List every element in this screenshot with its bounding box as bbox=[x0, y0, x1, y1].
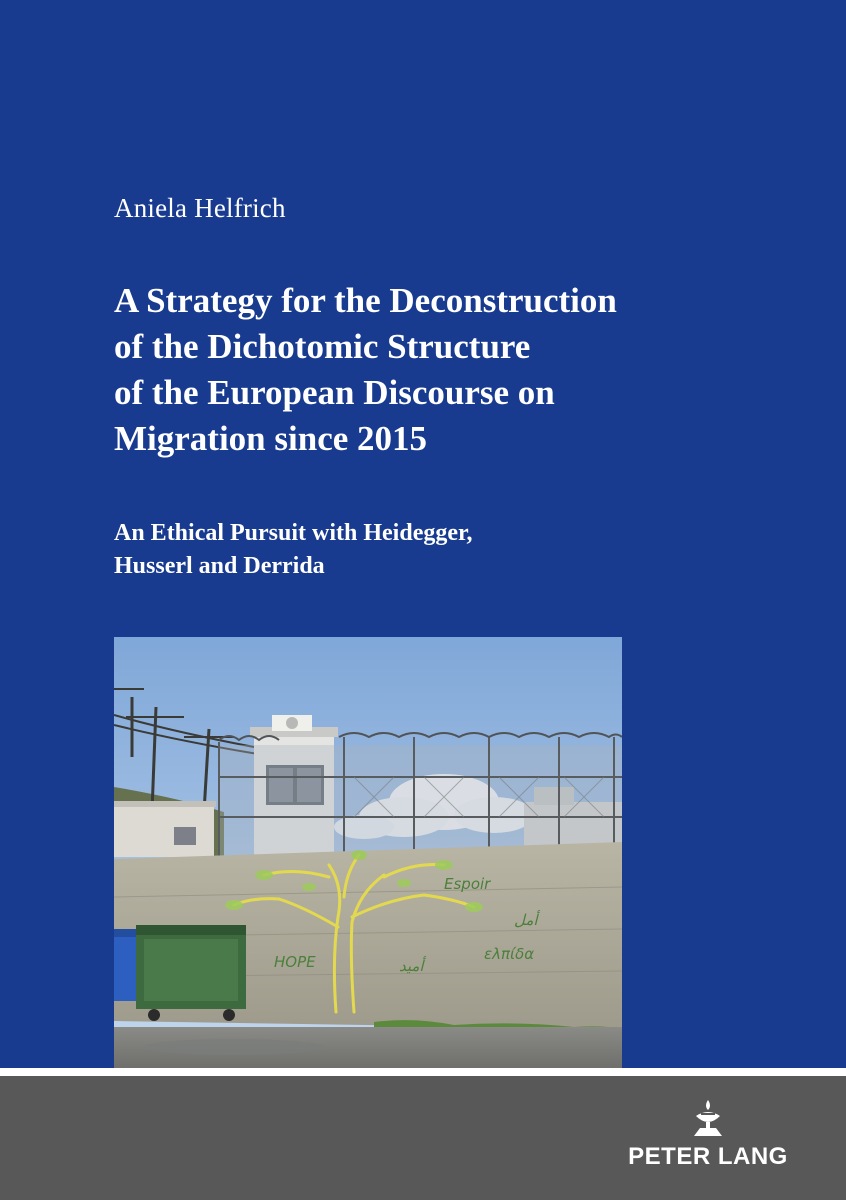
title-line: Migration since 2015 bbox=[114, 419, 428, 458]
publisher-logo bbox=[621, 1098, 795, 1178]
title-line: of the European Discourse on bbox=[114, 373, 555, 412]
graffiti-text: ελπίδα bbox=[484, 945, 535, 963]
subtitle-line: Husserl and Derrida bbox=[114, 553, 325, 579]
lamp-icon bbox=[688, 1098, 728, 1138]
author-name: Aniela Helfrich bbox=[114, 193, 286, 223]
graffiti-text: Espoir bbox=[444, 875, 491, 893]
subtitle-line: An Ethical Pursuit with Heidegger, bbox=[114, 520, 473, 546]
graffiti-text: أمل bbox=[514, 911, 538, 929]
cover-photo bbox=[114, 637, 622, 1068]
graffiti-text: HOPE bbox=[274, 953, 316, 971]
title-line: A Strategy for the Deconstruction bbox=[114, 281, 617, 320]
publisher-name: PETER LANG bbox=[628, 1143, 788, 1170]
book-subtitle bbox=[114, 517, 764, 583]
graffiti-text: أميد bbox=[399, 957, 424, 975]
book-title bbox=[114, 278, 814, 462]
divider-band bbox=[0, 1068, 846, 1076]
title-line: of the Dichotomic Structure bbox=[114, 327, 531, 366]
